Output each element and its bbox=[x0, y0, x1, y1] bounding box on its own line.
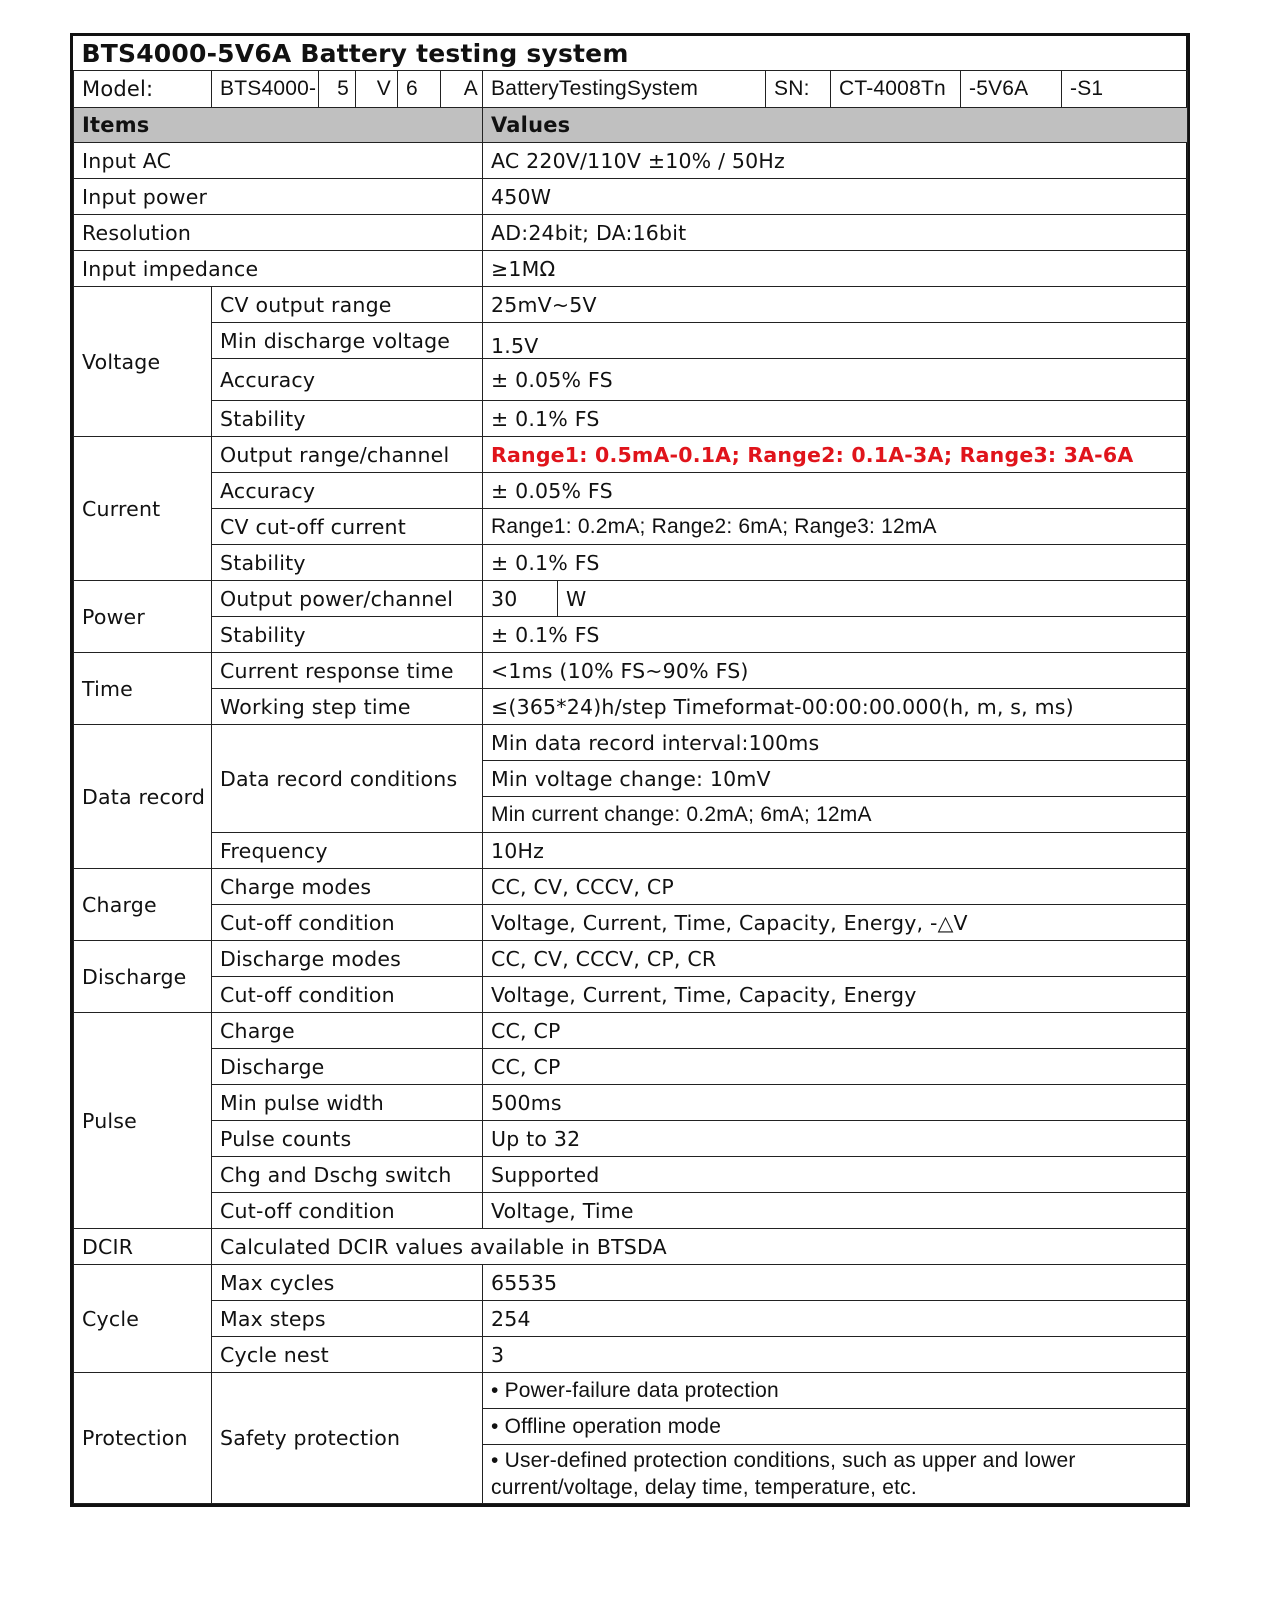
model-voltage-unit: V bbox=[356, 71, 398, 108]
power-value-unit: W bbox=[566, 586, 587, 611]
item-label: Charge modes bbox=[212, 869, 483, 905]
table-row bbox=[74, 617, 1188, 653]
item-value: CC, CV, CCCV, CP bbox=[483, 869, 1188, 905]
row-label-input-power: Input power bbox=[74, 179, 483, 215]
row-label-input-ac: Input AC bbox=[74, 143, 483, 179]
table-row bbox=[74, 941, 1188, 977]
item-value: Min voltage change: 10mV bbox=[483, 761, 1188, 797]
item-label: CV cut-off current bbox=[212, 509, 483, 545]
sn-label: SN: bbox=[766, 71, 831, 108]
item-value: ± 0.05% FS bbox=[483, 473, 1188, 509]
header-items: Items bbox=[74, 108, 483, 143]
item-label: Accuracy bbox=[212, 473, 483, 509]
group-protection: Protection bbox=[74, 1373, 212, 1504]
item-value: ± 0.1% FS bbox=[483, 617, 1188, 653]
header-row bbox=[74, 108, 1188, 143]
item-label: Min discharge voltage bbox=[212, 323, 483, 359]
header-values: Values bbox=[483, 108, 1188, 143]
item-value: CC, CP bbox=[483, 1049, 1188, 1085]
item-label: Output range/channel bbox=[212, 437, 483, 473]
table-row bbox=[74, 509, 1188, 545]
table-row bbox=[74, 401, 1188, 437]
item-label: Cut-off condition bbox=[212, 1193, 483, 1229]
item-label: Stability bbox=[212, 545, 483, 581]
title-row bbox=[74, 36, 1188, 71]
item-label: Min pulse width bbox=[212, 1085, 483, 1121]
item-value: <1ms (10% FS~90% FS) bbox=[483, 653, 1188, 689]
table-row bbox=[74, 581, 1188, 617]
item-label: Output power/channel bbox=[212, 581, 483, 617]
item-label: Working step time bbox=[212, 689, 483, 725]
table-row bbox=[74, 143, 1188, 179]
protection-item: • User-defined protection conditions, such as upper and lower current/voltage, delay time, temperature, etc. bbox=[483, 1445, 1188, 1504]
item-value: Calculated DCIR values available in BTSDA bbox=[212, 1229, 1188, 1265]
item-label: Max cycles bbox=[212, 1265, 483, 1301]
item-value: 1.5V bbox=[483, 323, 1188, 359]
table-row bbox=[74, 869, 1188, 905]
table-row bbox=[74, 977, 1188, 1013]
group-pulse: Pulse bbox=[74, 1013, 212, 1229]
table-row bbox=[74, 1193, 1188, 1229]
power-value-cell bbox=[483, 581, 1188, 617]
item-value: Voltage, Current, Time, Capacity, Energy, -△V bbox=[483, 905, 1188, 941]
item-value: Range1: 0.2mA; Range2: 6mA; Range3: 12mA bbox=[483, 509, 1188, 545]
table-row bbox=[74, 905, 1188, 941]
item-label: Discharge bbox=[212, 1049, 483, 1085]
sn-part1: CT-4008Tn bbox=[831, 71, 961, 108]
table-row bbox=[74, 1337, 1188, 1373]
item-value: 500ms bbox=[483, 1085, 1188, 1121]
power-value-num: 30 bbox=[491, 581, 558, 616]
table-row bbox=[74, 1013, 1188, 1049]
table-row bbox=[74, 251, 1188, 287]
model-current-unit: A bbox=[441, 71, 483, 108]
table-row bbox=[74, 473, 1188, 509]
sn-part3: -S1 bbox=[1062, 71, 1188, 108]
group-dcir: DCIR bbox=[74, 1229, 212, 1265]
table-row bbox=[74, 545, 1188, 581]
table-row bbox=[74, 323, 1188, 359]
table-row bbox=[74, 1085, 1188, 1121]
table-row bbox=[74, 1049, 1188, 1085]
item-value: 254 bbox=[483, 1301, 1188, 1337]
item-label: Stability bbox=[212, 401, 483, 437]
item-value: Supported bbox=[483, 1157, 1188, 1193]
item-value: 3 bbox=[483, 1337, 1188, 1373]
item-value: 10Hz bbox=[483, 833, 1188, 869]
model-row bbox=[74, 71, 1188, 108]
model-current-num: 6 bbox=[398, 71, 441, 108]
row-value-input-ac: AC 220V/110V ±10% / 50Hz bbox=[483, 143, 1188, 179]
table-row bbox=[74, 1373, 1188, 1409]
table-row bbox=[74, 1121, 1188, 1157]
item-value: Up to 32 bbox=[483, 1121, 1188, 1157]
protection-item: • Power-failure data protection bbox=[483, 1373, 1188, 1409]
sn-part2: -5V6A bbox=[961, 71, 1062, 108]
item-value: CC, CP bbox=[483, 1013, 1188, 1049]
row-value-input-power: 450W bbox=[483, 179, 1188, 215]
model-name: BatteryTestingSystem bbox=[483, 71, 766, 108]
spec-sheet bbox=[70, 33, 1190, 1507]
protection-item: • Offline operation mode bbox=[483, 1409, 1188, 1445]
table-row bbox=[74, 179, 1188, 215]
item-value: Min data record interval:100ms bbox=[483, 725, 1188, 761]
item-label: Discharge modes bbox=[212, 941, 483, 977]
group-cycle: Cycle bbox=[74, 1265, 212, 1373]
table-row bbox=[74, 689, 1188, 725]
item-label: Pulse counts bbox=[212, 1121, 483, 1157]
row-label-input-impedance: Input impedance bbox=[74, 251, 483, 287]
item-value: 65535 bbox=[483, 1265, 1188, 1301]
item-value: ≤(365*24)h/step Timeformat-00:00:00.000(h, m, s, ms) bbox=[483, 689, 1188, 725]
item-label: Cycle nest bbox=[212, 1337, 483, 1373]
item-label: Chg and Dschg switch bbox=[212, 1157, 483, 1193]
model-label: Model: bbox=[74, 71, 212, 108]
item-value: 25mV~5V bbox=[483, 287, 1188, 323]
group-data-record: Data record bbox=[74, 725, 212, 869]
group-charge: Charge bbox=[74, 869, 212, 941]
item-value-highlight: Range1: 0.5mA-0.1A; Range2: 0.1A-3A; Range3: 3A-6A bbox=[483, 437, 1188, 473]
table-row bbox=[74, 653, 1188, 689]
item-value: ± 0.1% FS bbox=[483, 545, 1188, 581]
group-discharge: Discharge bbox=[74, 941, 212, 1013]
item-label: Accuracy bbox=[212, 359, 483, 401]
group-voltage: Voltage bbox=[74, 287, 212, 437]
table-row bbox=[74, 437, 1188, 473]
group-current: Current bbox=[74, 437, 212, 581]
item-label: Current response time bbox=[212, 653, 483, 689]
item-value: Voltage, Time bbox=[483, 1193, 1188, 1229]
model-voltage-num: 5 bbox=[319, 71, 356, 108]
row-value-input-impedance: ≥1MΩ bbox=[483, 251, 1188, 287]
table-row bbox=[74, 215, 1188, 251]
group-time: Time bbox=[74, 653, 212, 725]
item-label: Charge bbox=[212, 1013, 483, 1049]
item-label: Data record conditions bbox=[212, 725, 483, 833]
item-label: CV output range bbox=[212, 287, 483, 323]
item-label: Max steps bbox=[212, 1301, 483, 1337]
table-row bbox=[74, 833, 1188, 869]
item-label: Cut-off condition bbox=[212, 905, 483, 941]
row-label-resolution: Resolution bbox=[74, 215, 483, 251]
group-power: Power bbox=[74, 581, 212, 653]
spec-table bbox=[73, 36, 1188, 1504]
table-row bbox=[74, 1301, 1188, 1337]
item-value: Voltage, Current, Time, Capacity, Energy bbox=[483, 977, 1188, 1013]
item-label: Stability bbox=[212, 617, 483, 653]
row-value-resolution: AD:24bit; DA:16bit bbox=[483, 215, 1188, 251]
table-row bbox=[74, 1229, 1188, 1265]
item-value: ± 0.1% FS bbox=[483, 401, 1188, 437]
item-label: Frequency bbox=[212, 833, 483, 869]
table-row bbox=[74, 725, 1188, 761]
item-value: ± 0.05% FS bbox=[483, 359, 1188, 401]
table-row bbox=[74, 287, 1188, 323]
table-row bbox=[74, 359, 1188, 401]
model-prefix: BTS4000- bbox=[212, 71, 319, 108]
document-title: BTS4000-5V6A Battery testing system bbox=[74, 36, 1188, 71]
item-value: CC, CV, CCCV, CP, CR bbox=[483, 941, 1188, 977]
table-row bbox=[74, 1265, 1188, 1301]
item-label: Cut-off condition bbox=[212, 977, 483, 1013]
item-label: Safety protection bbox=[212, 1373, 483, 1504]
item-value: Min current change: 0.2mA; 6mA; 12mA bbox=[483, 797, 1188, 833]
table-row bbox=[74, 1157, 1188, 1193]
